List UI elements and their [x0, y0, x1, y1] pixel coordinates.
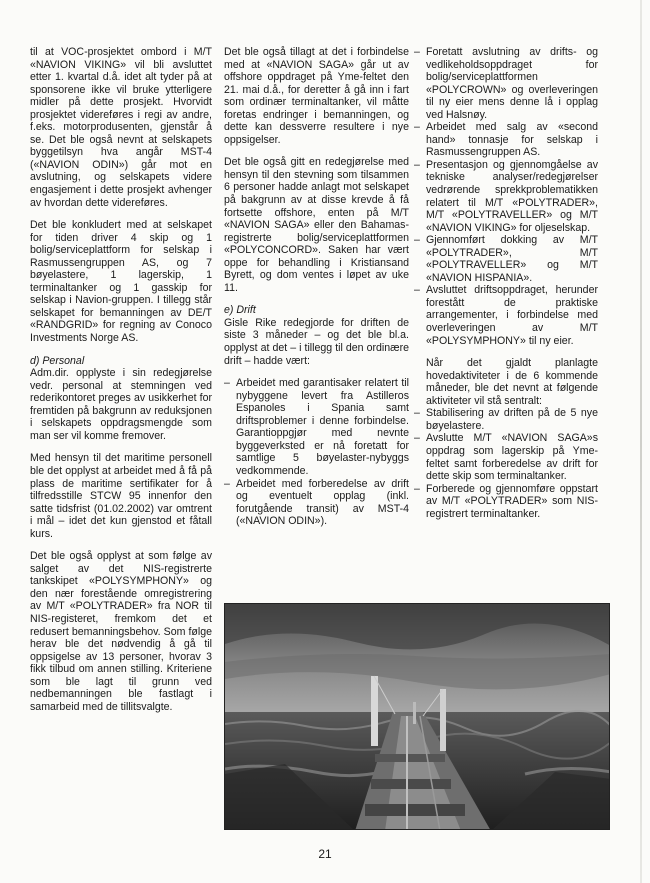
paragraph: Adm.dir. opplyste i sin redegjørelse vedr. personal at stemningen ved rederikontoret preges av usikkerhet for fremtiden på bakgrunn av reduksjonen i selskapets oppdragsmengde som man ser vil komme fremover. — [30, 367, 212, 442]
paragraph: Det ble konkludert med at selskapet for tiden driver 4 skip og 1 bolig/serviceplattform for selskap i Rasmussengruppen AS, og 7 bøyelastere, 1 lagerskip, 1 terminaltanker og 1 gasskip for selskap i Navion-gruppen. I tillegg står selskapet for bemanningen av DE/T «RANDGRID» for regning av Conoco Investments Norge AS. — [30, 219, 212, 345]
paragraph: Når det gjaldt planlagte hovedaktiviteter i de 6 kommende måneder, ble det nevnt at følgende aktiviteter vil stå sentralt: — [426, 357, 598, 407]
column-middle — [224, 46, 409, 528]
paragraph: til at VOC-prosjektet ombord i M/T «NAVION VIKING» vil bli avsluttet etter 1. kvartal d.å. idet alt tyder på at sponsorene ikke vil bruke ytterligere midler på dette prosjekt. Hvorvidt prosjektet videreføres i regi av andre, f.eks. motorprodusenten, gjenstår å se. Det ble også nevnt at selskapets byggetilsyn hva angår MST-4 («NAVION ODIN») går mot en avslutning, og selskapets videre engasjement i dette prosjekt avhenger av hvordan dette videreføres. — [30, 46, 212, 209]
planned-activities-list — [414, 407, 598, 520]
list-item: – Foretatt avslutning av drifts- og vedlikeholdsoppdraget for bolig/serviceplattformen «POLYCROWN» og overleveringen til ny eier mens denne lå i opplag ved Halsnøy. — [414, 46, 598, 121]
list-item: – Presentasjon og gjennomgåelse av tekniske analyser/redegjørelser vedrørende sprekkproblematikken relatert til M/T «POLYTRADER», M/T «POLYTRAVELLER» og M/T «NAVION VIKING» for oljeselskap. — [414, 159, 598, 234]
section-heading-drift: e) Drift — [224, 304, 256, 317]
activity-list-continued — [414, 46, 598, 347]
paragraph: Gisle Rike redegjorde for driften de siste 3 måneder – og det ble bl.a. opplyst at det – i tillegg til den ordinære drift – hadde vært: — [224, 316, 409, 367]
list-item: – Stabilisering av driften på de 5 nye bøyelastere. — [414, 407, 598, 432]
scan-edge — [640, 0, 642, 883]
photo-image — [225, 604, 610, 830]
page-number: 21 — [318, 847, 332, 861]
paragraph: Det ble også tillagt at det i forbindelse med at «NAVION SAGA» går ut av offshore oppdraget på Yme-feltet den 21. mai d.å., for deretter å gå inn i fart som ordinær terminaltanker, vil måtte foretas endringer i bemanningen, og dette kan dessverre resultere i nye oppsigelser. — [224, 46, 409, 146]
list-item: – Avsluttet driftsoppdraget, herunder forestått de praktiske arrangementer, i forbindelse med overleveringen av M/T «POLYSYMPHONY» til ny eier. — [414, 284, 598, 347]
section-heading-personal: d) Personal — [30, 354, 85, 367]
paragraph: Det ble også gitt en redegjørelse med hensyn til den stevning som tilsammen 6 personer hadde anlagt mot selskapet på bakgrunn av at disse krevde å få fortsette offshore, enten på M/T «NAVION SAGA» eller den Bahamas-registrerte bolig/serviceplattformen «POLYCONCORD». Saken har vært oppe for behandling i Kristiansand Byrett, og dom ventes i løpet av uke 11. — [224, 156, 409, 294]
list-item: – Forberede og gjennomføre oppstart av M/T «POLYTRADER» som NIS-registrert terminaltanker. — [414, 483, 598, 521]
column-right — [414, 46, 598, 520]
paragraph: Det ble også opplyst at som følge av salget av det NIS-registrerte tankskipet «POLYSYMPHONY» og den nær forestående omregistrering av M/T «POLYTRADER» fra NOR til NIS-registeret, fremkom det et redusert bemanningsbehov. Som følge herav ble det nødvendig å gå til oppsigelse av 13 personer, hvorav 3 fikk tilbud om annen stilling. Kriteriene som ble lagt til grunn ved nedbemanningen ble fastlagt i samarbeid med de tillitsvalgte. — [30, 550, 212, 713]
list-item: – Arbeidet med garantisaker relatert til nybyggene levert fra Astilleros Espanoles i Spania samt driftsproblemer i denne forbindelse. Garantioppgjør med nevnte byggeverksted er nå foretatt for samtlige 5 bøyelaster-nybyggs vedkommende. — [224, 377, 409, 477]
list-item: – Gjennomført dokking av M/T «POLYTRADER», M/T «POLYTRAVELLER» og M/T «NAVION HISPANIA». — [414, 234, 598, 284]
tanker-deck-photo — [224, 603, 610, 830]
column-left — [30, 46, 212, 723]
list-item: – Avslutte M/T «NAVION SAGA»s oppdrag som lagerskip på Yme-feltet samt forberedelse av drift for dette skip som terminaltanker. — [414, 432, 598, 482]
paragraph: Med hensyn til det maritime personell ble det opplyst at arbeidet med å få på plass de maritime sertifikater for å tilfredsstille STCW 95 innenfor den satte tidsfrist (01.02.2002) var omtrent i mål – idet det kun gjenstod et fåtall kurs. — [30, 452, 212, 540]
list-item: – Arbeidet med forberedelse av drift og eventuelt opplag (inkl. forutgående transit) av MST-4 («NAVION ODIN»). — [224, 478, 409, 528]
list-item: – Arbeidet med salg av «second hand» tonnasje for selskap i Rasmussengruppen AS. — [414, 121, 598, 159]
activity-list — [224, 377, 409, 528]
